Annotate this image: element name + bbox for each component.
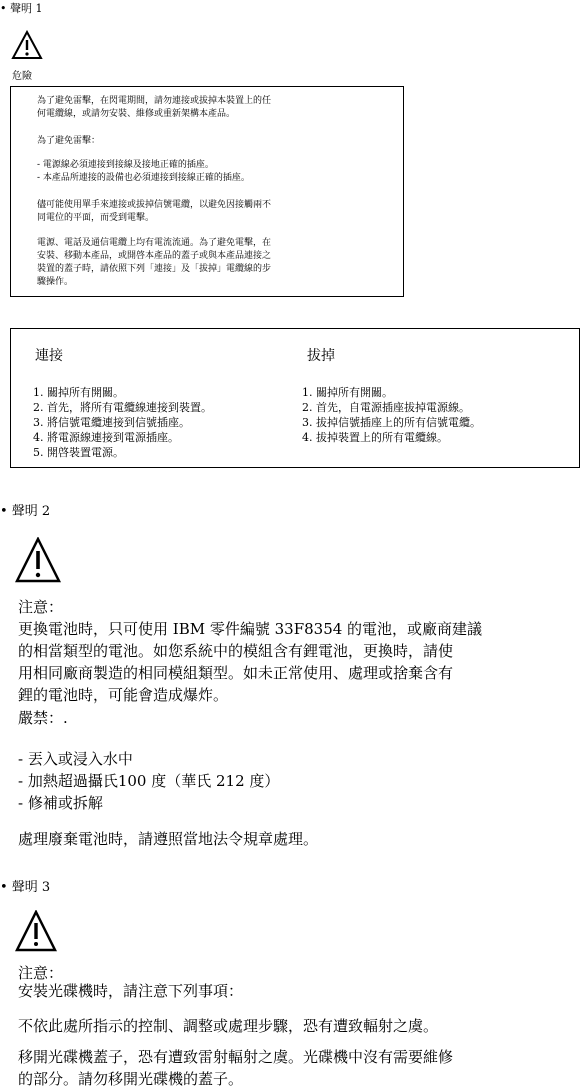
list-item: 4. 拔掉裝置上的所有電纜線。: [302, 431, 448, 444]
connect-title: 連接: [35, 348, 63, 364]
list-item: - 加熱超過攝氏100 度（華氏 212 度）: [18, 772, 280, 790]
prohibit-list: [18, 748, 279, 814]
list-item: 1. 關掉所有開關。: [302, 386, 393, 399]
warning-triangle-icon: [11, 30, 43, 60]
notice-paragraph-shock-intro: 為了避免雷擊：: [37, 136, 101, 146]
notice-paragraph-outlets: - 電源線必須連接到接線及接地正確的插座。 - 本產品所連接的設備也必須連接到接線正確的插座。: [37, 160, 250, 183]
danger-notice-box: [10, 86, 404, 297]
list-item: 2. 首先，自電源插座拔掉電源線。: [302, 401, 470, 414]
prohibit-label: 嚴禁：.: [18, 709, 68, 727]
list-item: - 丟入或浸入水中: [18, 750, 133, 768]
battery-paragraph: 更換電池時，只可使用 IBM 零件編號 33F8354 的電池，或廠商建議 的相當類型的電池。如您系統中的模組含有鋰電池，更換時，請使 用相同廠商製造的相同模組類型。如未正常使用、處理或捨棄含有 鋰的電池時，可能會造成爆炸。: [18, 620, 483, 704]
statement-1-heading: • 聲明 1: [0, 2, 43, 15]
install-intro: 安裝光碟機時，請注意下列事項：: [18, 982, 244, 1000]
list-item: 3. 將信號電纜連接到信號插座。: [33, 416, 190, 429]
disconnect-title: 拔掉: [307, 348, 335, 364]
notice-paragraph-one-hand: 儘可能使用單手來連接或拔掉信號電纜，以避免因接觸兩不 同電位的平面，而受到電擊。: [37, 200, 272, 223]
list-item: 5. 開啓裝置電源。: [33, 446, 124, 459]
connect-steps: [33, 385, 212, 460]
disconnect-steps: [302, 385, 481, 445]
list-item: 3. 拔掉信號插座上的所有信號電纜。: [302, 416, 481, 429]
notice-paragraph-lightning: 為了避免雷擊，在閃電期間，請勿連接或拔掉本裝置上的任 何電纜線，或請勿安裝、維修或重新架構本產品。: [37, 96, 272, 119]
warning-triangle-icon: [15, 537, 61, 584]
disposal-note: 處理廢棄電池時，請遵照當地法令規章處理。: [18, 830, 319, 848]
caution-label: 注意：: [18, 964, 64, 982]
notice-paragraph-current: 電源、電話及通信電纜上均有電流流通。為了避免電擊，在 安裝、移動本產品，或開啓本產品的蓋子或與本產品連接之 裝置的蓋子時，請依照下列「連接」及「拔掉」電纜線的步 驟操作。: [37, 238, 272, 287]
list-item: 4. 將電源線連接到電源插座。: [33, 431, 179, 444]
laser-warning: 移開光碟機蓋子，恐有遭致雷射輻射之虞。光碟機中沒有需要維修 的部分。請勿移開光碟機的蓋子。: [18, 1048, 454, 1088]
caution-label: 注意：: [18, 598, 64, 616]
radiation-warning: 不依此處所指示的控制、調整或處理步驟，恐有遭致輻射之虞。: [18, 1017, 439, 1035]
connect-disconnect-table: [10, 328, 580, 468]
list-item: 1. 關掉所有開關。: [33, 386, 124, 399]
list-item: - 修補或拆解: [18, 794, 103, 812]
list-item: 2. 首先，將所有電纜線連接到裝置。: [33, 401, 212, 414]
warning-triangle-icon: [15, 910, 57, 953]
danger-label: 危險: [12, 71, 32, 82]
statement-3-heading: • 聲明 3: [0, 880, 51, 895]
statement-2-heading: • 聲明 2: [0, 504, 51, 519]
